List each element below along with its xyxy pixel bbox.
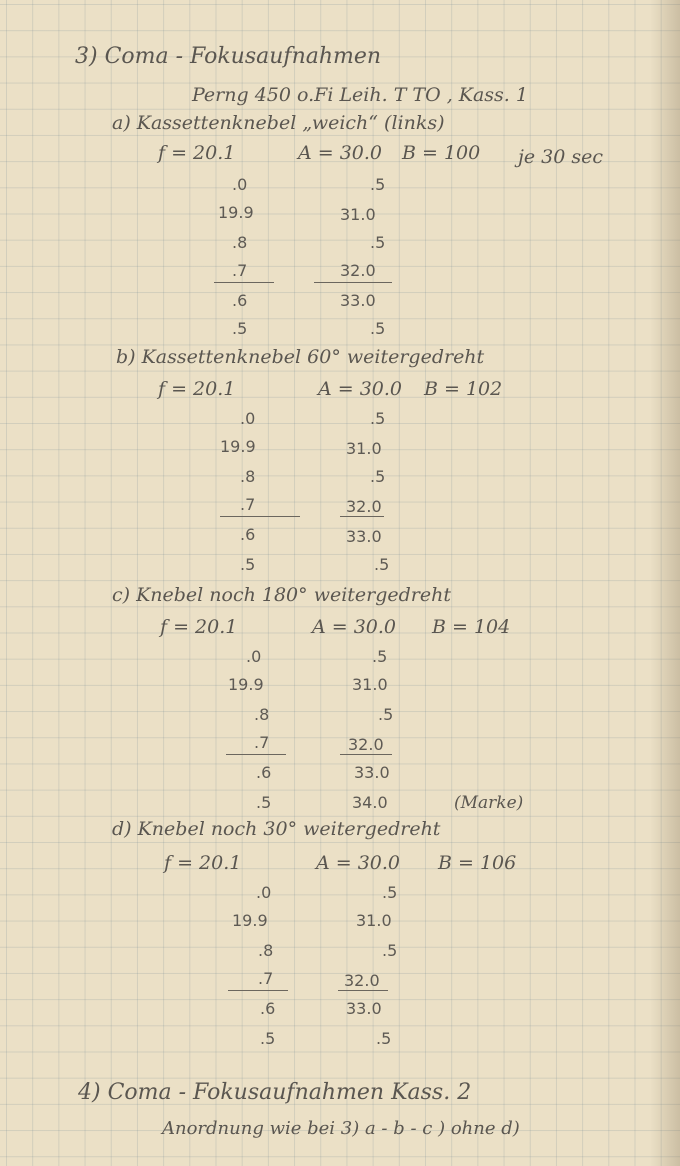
- section-a-row-1-f: 19.9: [218, 203, 254, 222]
- section-a-divider-a: [314, 282, 392, 283]
- section-a-param-b: B = 100: [402, 142, 481, 164]
- section-c-row-3-a: 32.0: [348, 735, 384, 754]
- section-c-param-b: B = 104: [432, 616, 511, 638]
- section-a-row-4-a: 33.0: [340, 291, 376, 310]
- section-d-row-3-f: .7: [258, 969, 274, 988]
- section-a-row-5-a: .5: [370, 319, 386, 338]
- section-c-param-a: A = 30.0: [312, 616, 397, 638]
- section-c-row-1-a: 31.0: [352, 675, 388, 694]
- section-d-row-1-f: 19.9: [232, 911, 268, 930]
- setup-line: Perng 450 o.Fi Leih. T TO , Kass. 1: [192, 84, 528, 106]
- section-d-heading: d) Knebel noch 30° weitergedreht: [112, 818, 441, 840]
- section-a-row-3-a: 32.0: [340, 261, 376, 280]
- section-b-param-a: A = 30.0: [318, 378, 403, 400]
- section-a-row-4-f: .6: [232, 291, 248, 310]
- section-b-row-0-a: .5: [370, 409, 386, 428]
- section-c-row-3-f: .7: [254, 733, 270, 752]
- section-4-note: Anordnung wie bei 3) a - b - c ) ohne d): [162, 1118, 520, 1139]
- section-c-row-4-f: .6: [256, 763, 272, 782]
- section-b-row-4-a: 33.0: [346, 527, 382, 546]
- section-c-row-2-f: .8: [254, 705, 270, 724]
- section-b-row-3-f: .7: [240, 495, 256, 514]
- section-b-heading: b) Kassettenknebel 60° weitergedreht: [116, 346, 485, 368]
- section-a-row-0-a: .5: [370, 175, 386, 194]
- section-b-row-3-a: 32.0: [346, 497, 382, 516]
- section-d-row-3-a: 32.0: [344, 971, 380, 990]
- section-d-row-1-a: 31.0: [356, 911, 392, 930]
- section-d-row-4-f: .6: [260, 999, 276, 1018]
- section-b-row-2-f: .8: [240, 467, 256, 486]
- section-b-row-0-f: .0: [240, 409, 256, 428]
- section-d-divider-f: [228, 990, 288, 991]
- section-a-row-3-f: .7: [232, 261, 248, 280]
- section-c-row-0-a: .5: [372, 647, 388, 666]
- section-c-heading: c) Knebel noch 180° weitergedreht: [112, 584, 452, 606]
- section-a-divider-f: [214, 282, 274, 283]
- section-b-divider-a: [340, 516, 384, 517]
- section-b-row-2-a: .5: [370, 467, 386, 486]
- section-b-row-1-a: 31.0: [346, 439, 382, 458]
- section-d-row-2-f: .8: [258, 941, 274, 960]
- section-title: 3) Coma - Fokusaufnahmen: [75, 44, 382, 69]
- section-c-row-5-f: .5: [256, 793, 272, 812]
- section-c-note: (Marke): [454, 793, 524, 813]
- section-b-divider-f: [220, 516, 300, 517]
- section-d-param-f: f = 20.1: [164, 852, 242, 874]
- section-d-row-4-a: 33.0: [346, 999, 382, 1018]
- section-d-row-2-a: .5: [382, 941, 398, 960]
- section-c-row-2-a: .5: [378, 705, 394, 724]
- section-b-row-5-a: .5: [374, 555, 390, 574]
- section-d-row-0-f: .0: [256, 883, 272, 902]
- section-a-row-2-f: .8: [232, 233, 248, 252]
- section-a-heading: a) Kassettenknebel „weich“ (links): [112, 112, 445, 134]
- section-c-row-4-a: 33.0: [354, 763, 390, 782]
- section-c-divider-f: [226, 754, 286, 755]
- section-d-param-a: A = 30.0: [316, 852, 401, 874]
- section-a-row-0-f: .0: [232, 175, 248, 194]
- section-d-row-0-a: .5: [382, 883, 398, 902]
- section-a-param-a: A = 30.0: [298, 142, 383, 164]
- section-b-row-5-f: .5: [240, 555, 256, 574]
- section-c-row-0-f: .0: [246, 647, 262, 666]
- section-a-param-f: f = 20.1: [158, 142, 236, 164]
- section-a-row-5-f: .5: [232, 319, 248, 338]
- section-c-divider-a: [340, 754, 392, 755]
- section-b-param-b: B = 102: [424, 378, 503, 400]
- section-d-divider-a: [338, 990, 388, 991]
- section-d-row-5-a: .5: [376, 1029, 392, 1048]
- section-d-param-b: B = 106: [438, 852, 517, 874]
- section-a-exposure: je 30 sec: [518, 146, 604, 168]
- section-a-row-1-a: 31.0: [340, 205, 376, 224]
- section-d-row-5-f: .5: [260, 1029, 276, 1048]
- section-a-row-2-a: .5: [370, 233, 386, 252]
- section-b-row-1-f: 19.9: [220, 437, 256, 456]
- page-edge-shadow: [650, 0, 680, 1166]
- section-c-row-1-f: 19.9: [228, 675, 264, 694]
- section-4-title: 4) Coma - Fokusaufnahmen Kass. 2: [78, 1080, 472, 1105]
- section-c-row-5-a: 34.0: [352, 793, 388, 812]
- section-b-param-f: f = 20.1: [158, 378, 236, 400]
- section-b-row-4-f: .6: [240, 525, 256, 544]
- section-c-param-f: f = 20.1: [160, 616, 238, 638]
